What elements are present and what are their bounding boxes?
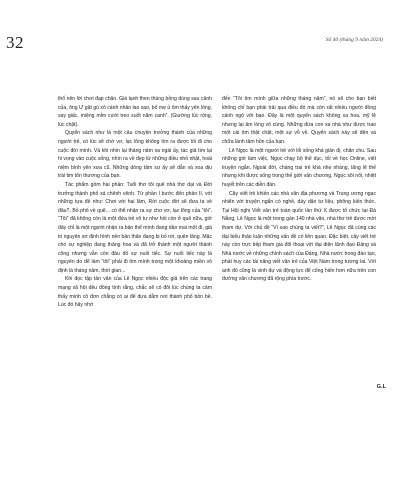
paragraph: Quyển sách như là một câu chuyện trưởng thành của những người trẻ, có lúc sẽ chờ vơ, lạc lõng không tìm ra được lối đi cho cuộc đời mình. Và khi nhìn lại tháng năm xa ngái ấy, tác giả tìm lại hi vọng vào cuộc sống, nhìn ra về đẹp từ những điều nhỏ nhặt, hoài niệm bình yên xưa cũ. Những dòng tâm sự ấy sẽ dẫn và xoa dịu trái tim tổn thương của bạn. [58, 130, 212, 180]
page-header [0, 0, 402, 60]
paragraph: Khi đọc tập tản văn của Lê Ngọc nhiều độc giả trên các trang mạng xã hội đều đồng tình rằng, chắc sẽ có đôi lúc chúng ta cảm thấy mình cô đơn chẳng có ai để dựa dẫm nơi thành phố bồn bề. Lúc đó hãy nhớ [58, 276, 212, 309]
paragraph: Tác phẩm gồm hai phần: Tuổi thơ tôi quê nhà thơ dại và Đời trưởng thành phố xá chênh vênh. Từ phần I bước đến phần II, với những tựa đề như: Chơi với hai lâm, Rời cuộc đời sẽ đưa ta về đâu?, Bỏ phố về quê... có thể nhận ra sự chơ vơ, lạc lõng của “tôi”. “Tôi” đã không còn là một đứa trẻ vô tư như hồi còn ở quê nữa, giờ đây chỉ là một người nhận ra bản thể mình đang dần mai một đi, giá trị nguyên sơ định hình nên bản thân đang bị bỏ rơi, quên lãng. Mặc cho sự nghiệp đang thăng hoa và đã trở thành một người thành công nhưng vẫn còn đâu đó sự nuối tiếc. Sự nuối tiếc này là nguyên do để làm “tôi” phải đi tìm mình trong một khoảng miền vô định là tháng năm, thời gian... [58, 181, 212, 274]
paragraph: thổ nên lời chơi đạp chân. Giá lạnh then thùng bồng dùng sau cảnh của, ông Ư gặt gù xô cánh nhân lao xao, bố mẹ ủ ôm thấy yên lòng, say giấc, miệng mỉm cười treo suốt năm canh”. (Giường lúc rộng, lúc chật). [58, 96, 212, 128]
page-number: 32 [6, 33, 24, 52]
right-column [222, 95, 376, 284]
paragraph: đến “Tôi tìm mình giữa những tháng năm”, nó sẽ cho bạn biết không chỉ bạn phải trải qua điều đó mà còn rất nhiều người đồng cảnh ngộ với bạn. Đây là một quyển sách không xa hoa, mỹ lệ nhưng lại âm lòng vô cùng. Những đứa con xa nhà như được trao một cái ôm thật chặt, một sự vỗ về. Quyển sách này sẽ đến và chữa lành tâm hồn của bạn. [222, 96, 376, 145]
issue-info: Số 40 (tháng 9 năm 2024) [325, 37, 383, 43]
left-column [58, 95, 212, 310]
author-signature: G.L [376, 384, 386, 390]
paragraph: Lê Ngọc là một người trẻ với lối sống khá giản dị, chân chu. Sau những giờ làm việc, Ngọc chạy bộ thể dục, tối về học Online, viết truyện ngắn. Ngoài đời, chàng trai trẻ khá nhẹ nhàng, lãng lẽ thế nhưng khi được sống trong thế giới văn chương, Ngọc sôi nổi, nhiệt huyết trên các diễn đàn. [222, 147, 376, 188]
paragraph: Cây viết trẻ khiến các nhà văn địa phương và Trung ương ngạc nhiên với truyện ngắn có nghề, dày dặn tư liệu, phông kiến thức. Tại Hội nghị Viết văn trẻ toàn quốc lần thứ X được tổ chức tại Đà Nẵng, Lê Ngọc là một trong gần 140 nhà văn, nhà thơ trẻ được mời tham dự. Với chủ đề “Vì sao chúng ta viết?”, Lê Ngọc đã cùng các đại biểu thảo luận những vấn đề có liên quan. Đặc biệt, cây viết trẻ này còn trực tiếp tham gia đối thoại với đại diện lãnh đạo Đảng và Nhà nước về những chính sách của Đảng, Nhà nước trong đào tạo, phát huy các tài năng viết văn trẻ của Việt Nam trong tương lai. Với anh đó cũng là vinh dự và động lực để cống hiến hơn nữa trên con đường văn chương đã rộng phía trước. [222, 190, 376, 283]
